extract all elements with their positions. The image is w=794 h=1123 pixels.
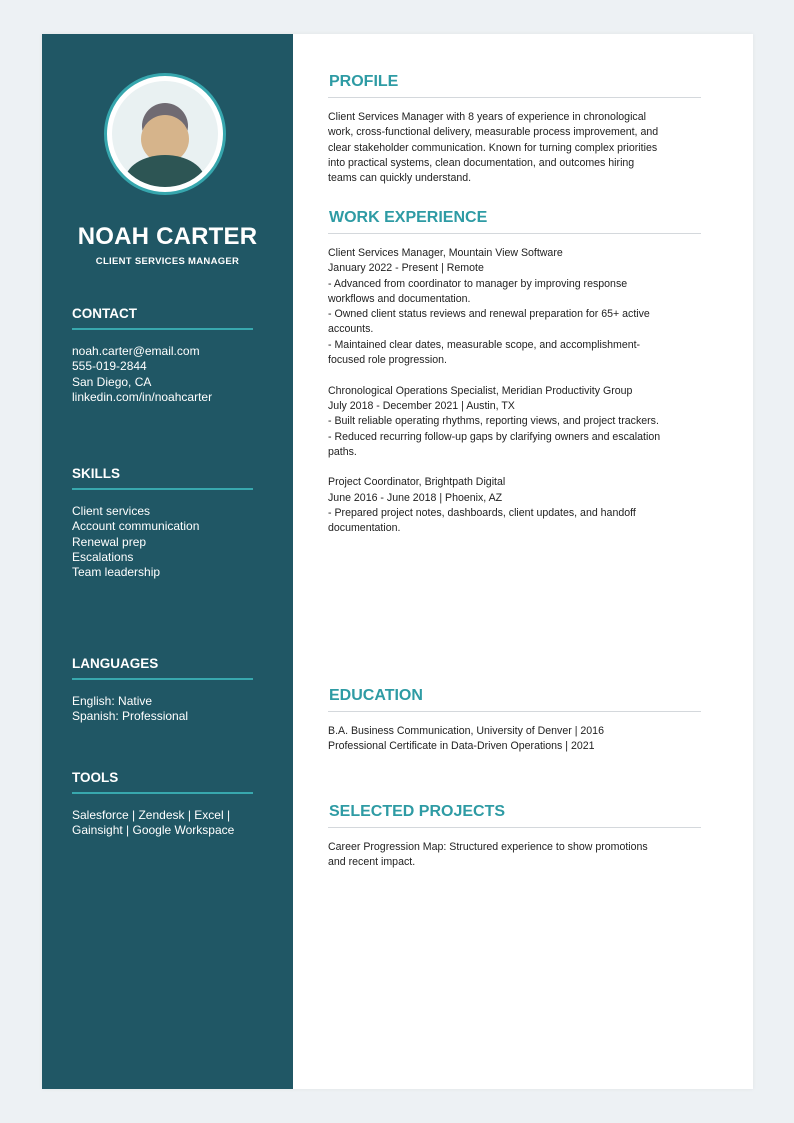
education-item: B.A. Business Communication, University of Denver | 2016 xyxy=(328,725,604,737)
avatar-portrait xyxy=(112,81,218,187)
profile-line: work, cross-functional delivery, measurable process improvement, and xyxy=(328,126,659,139)
language-item: Spanish: Professional xyxy=(72,709,189,724)
skills-list xyxy=(72,504,272,580)
languages-heading: LANGUAGES xyxy=(72,656,159,671)
profile-summary xyxy=(328,110,701,186)
job-entry xyxy=(328,246,701,368)
projects-list xyxy=(328,840,701,871)
experience-heading: WORK EXPERIENCE xyxy=(329,209,488,226)
tools-line: Gainsight | Google Workspace xyxy=(72,823,235,838)
education-item: Professional Certificate in Data-Driven Operations | 2021 xyxy=(328,740,595,753)
skill-item: Team leadership xyxy=(72,565,161,580)
resume-sidebar xyxy=(42,34,293,1089)
contact-phone[interactable]: 555-019-2844 xyxy=(72,359,147,374)
job-bullet-line: - Reduced recurring follow-up gaps by clarifying owners and escalation xyxy=(328,430,661,443)
job-bullet-line: workflows and documentation. xyxy=(328,292,471,305)
job-bullet-line: paths. xyxy=(328,445,357,458)
skills-heading: SKILLS xyxy=(72,466,121,481)
project-line: Career Progression Map: Structured experience to show promotions xyxy=(328,841,648,853)
profile-line: clear stakeholder communication. Known for turning complex priorities xyxy=(328,141,658,154)
languages-list xyxy=(72,694,272,725)
job-bullet-line: accounts. xyxy=(328,323,374,336)
resume-page xyxy=(42,34,753,1089)
job-bullet-line: focused role progression. xyxy=(328,354,447,367)
profile-line: Client Services Manager with 8 years of experience in chronological xyxy=(328,111,646,123)
job-entry xyxy=(328,384,701,460)
experience-list xyxy=(328,246,701,552)
skill-item: Client services xyxy=(72,504,151,518)
job-bullet-line: - Maintained clear dates, measurable scope, and accomplishment- xyxy=(328,338,641,351)
contact-location: San Diego, CA xyxy=(72,374,152,389)
candidate-name: NOAH CARTER xyxy=(77,223,258,250)
contact-divider xyxy=(72,328,253,330)
job-role-company: Project Coordinator, Brightpath Digital xyxy=(328,476,506,489)
contact-heading: CONTACT xyxy=(72,306,137,321)
tools-list xyxy=(72,808,272,839)
job-bullet-line: - Owned client status reviews and renewal preparation for 65+ active xyxy=(328,308,650,321)
languages-divider xyxy=(72,678,253,680)
projects-heading: SELECTED PROJECTS xyxy=(329,803,506,820)
job-dates-location: June 2016 - June 2018 | Phoenix, AZ xyxy=(328,491,503,504)
job-dates-location: July 2018 - December 2021 | Austin, TX xyxy=(328,399,515,412)
contact-list xyxy=(72,344,272,405)
skill-item: Account communication xyxy=(72,519,200,534)
contact-linkedin[interactable]: linkedin.com/in/noahcarter xyxy=(72,389,213,404)
avatar-shoulders xyxy=(125,155,205,187)
tools-divider xyxy=(72,792,253,794)
contact-email[interactable]: noah.carter@email.com xyxy=(72,344,200,358)
job-role-company: Client Services Manager, Mountain View Software xyxy=(328,247,563,259)
job-role-company: Chronological Operations Specialist, Meridian Productivity Group xyxy=(328,384,633,397)
education-heading: EDUCATION xyxy=(329,687,423,704)
candidate-title: CLIENT SERVICES MANAGER xyxy=(95,256,240,267)
profile-divider xyxy=(328,97,701,98)
profile-line: teams can quickly understand. xyxy=(328,172,472,185)
profile-heading: PROFILE xyxy=(329,73,399,90)
projects-divider xyxy=(328,827,701,828)
job-entry xyxy=(328,475,701,536)
person-avatar-icon xyxy=(104,73,226,195)
project-line: and recent impact. xyxy=(328,856,416,869)
job-dates-location: January 2022 - Present | Remote xyxy=(328,262,484,275)
skill-item: Renewal prep xyxy=(72,534,147,549)
profile-line: into practical systems, clean documentation, and outcomes hiring xyxy=(328,156,635,169)
skills-divider xyxy=(72,488,253,490)
experience-divider xyxy=(328,233,701,234)
job-bullet-line: - Prepared project notes, dashboards, client updates, and handoff xyxy=(328,507,636,520)
tools-line: Salesforce | Zendesk | Excel | xyxy=(72,808,231,822)
tools-heading: TOOLS xyxy=(72,770,119,785)
job-bullet-line: documentation. xyxy=(328,522,401,535)
education-list xyxy=(328,724,701,755)
language-item: English: Native xyxy=(72,694,153,708)
job-bullet-line: - Advanced from coordinator to manager by improving response xyxy=(328,277,628,290)
education-divider xyxy=(328,711,701,712)
job-bullet-line: - Built reliable operating rhythms, reporting views, and project trackers. xyxy=(328,415,659,428)
skill-item: Escalations xyxy=(72,549,134,564)
